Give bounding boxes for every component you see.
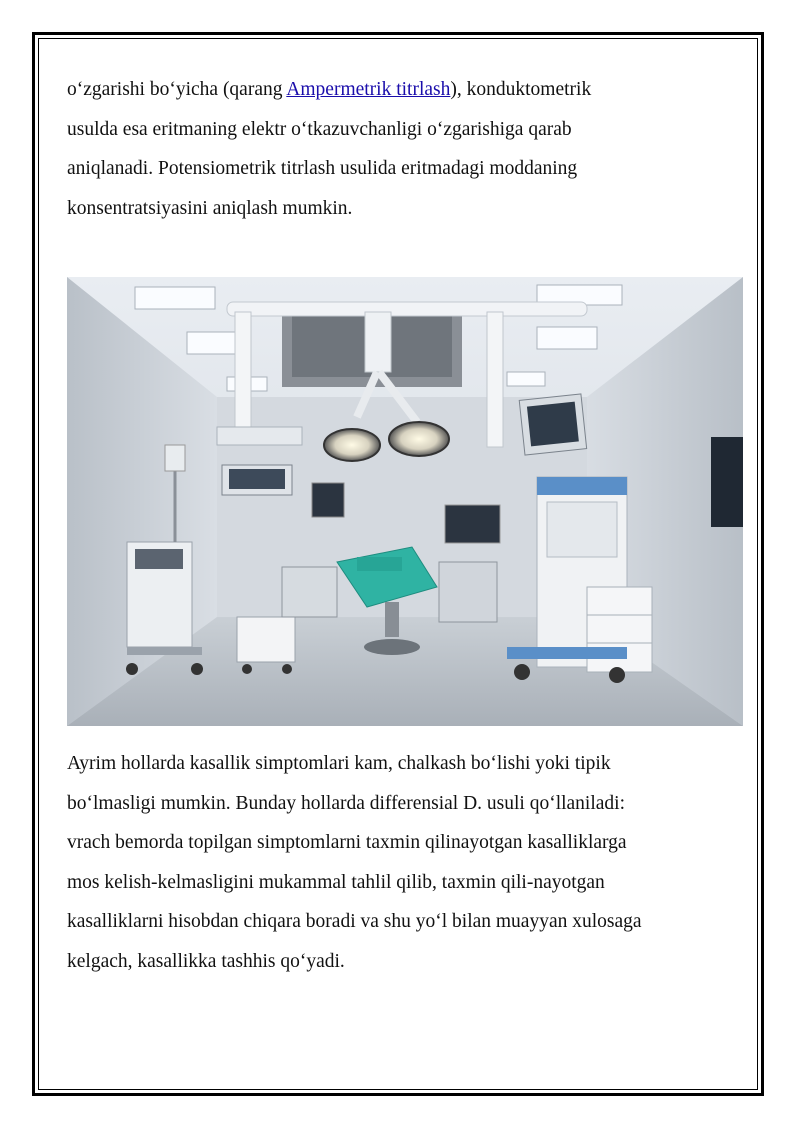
paragraph-line: kelgach, kasallikka tashhis qo‘yadi. xyxy=(67,950,345,972)
operating-room-photo xyxy=(67,277,743,726)
paragraph-line: o‘zgarishi bo‘yicha (qarang Ampermetrik titrlash), konduktometrik xyxy=(67,79,592,100)
paragraph-line: bo‘lmasligi mumkin. Bunday hollarda differensial D. usuli qo‘llaniladi: xyxy=(67,792,626,814)
paragraph-line: kasalliklarni hisobdan chiqara boradi va shu yo‘l bilan muayyan xulosaga xyxy=(67,911,642,933)
paragraph-line: Ayrim hollarda kasallik simptomlari kam, chalkash bo‘lishi yoki tipik xyxy=(67,753,611,774)
paragraph-titration xyxy=(67,70,747,228)
paragraph-line: aniqlanadi. Potensiometrik titrlash usulida eritmadagi moddaning xyxy=(67,158,578,180)
operating-room-illustration xyxy=(67,277,743,726)
ampermetrik-titrlash-link[interactable]: Ampermetrik titrlash xyxy=(286,79,451,100)
paragraph-line: mos kelish-kelmasligini mukammal tahlil qilib, taxmin qili-nayotgan xyxy=(67,871,605,893)
paragraph-line: usulda esa eritmaning elektr o‘tkazuvchanligi o‘zgarishiga qarab xyxy=(67,118,572,140)
paragraph-line: vrach bemorda topilgan simptomlarni taxmin qilinayotgan kasalliklarga xyxy=(67,832,627,854)
paragraph-line: konsentratsiyasini aniqlash mumkin. xyxy=(67,197,353,219)
paragraph-differential-diagnosis xyxy=(67,744,747,982)
